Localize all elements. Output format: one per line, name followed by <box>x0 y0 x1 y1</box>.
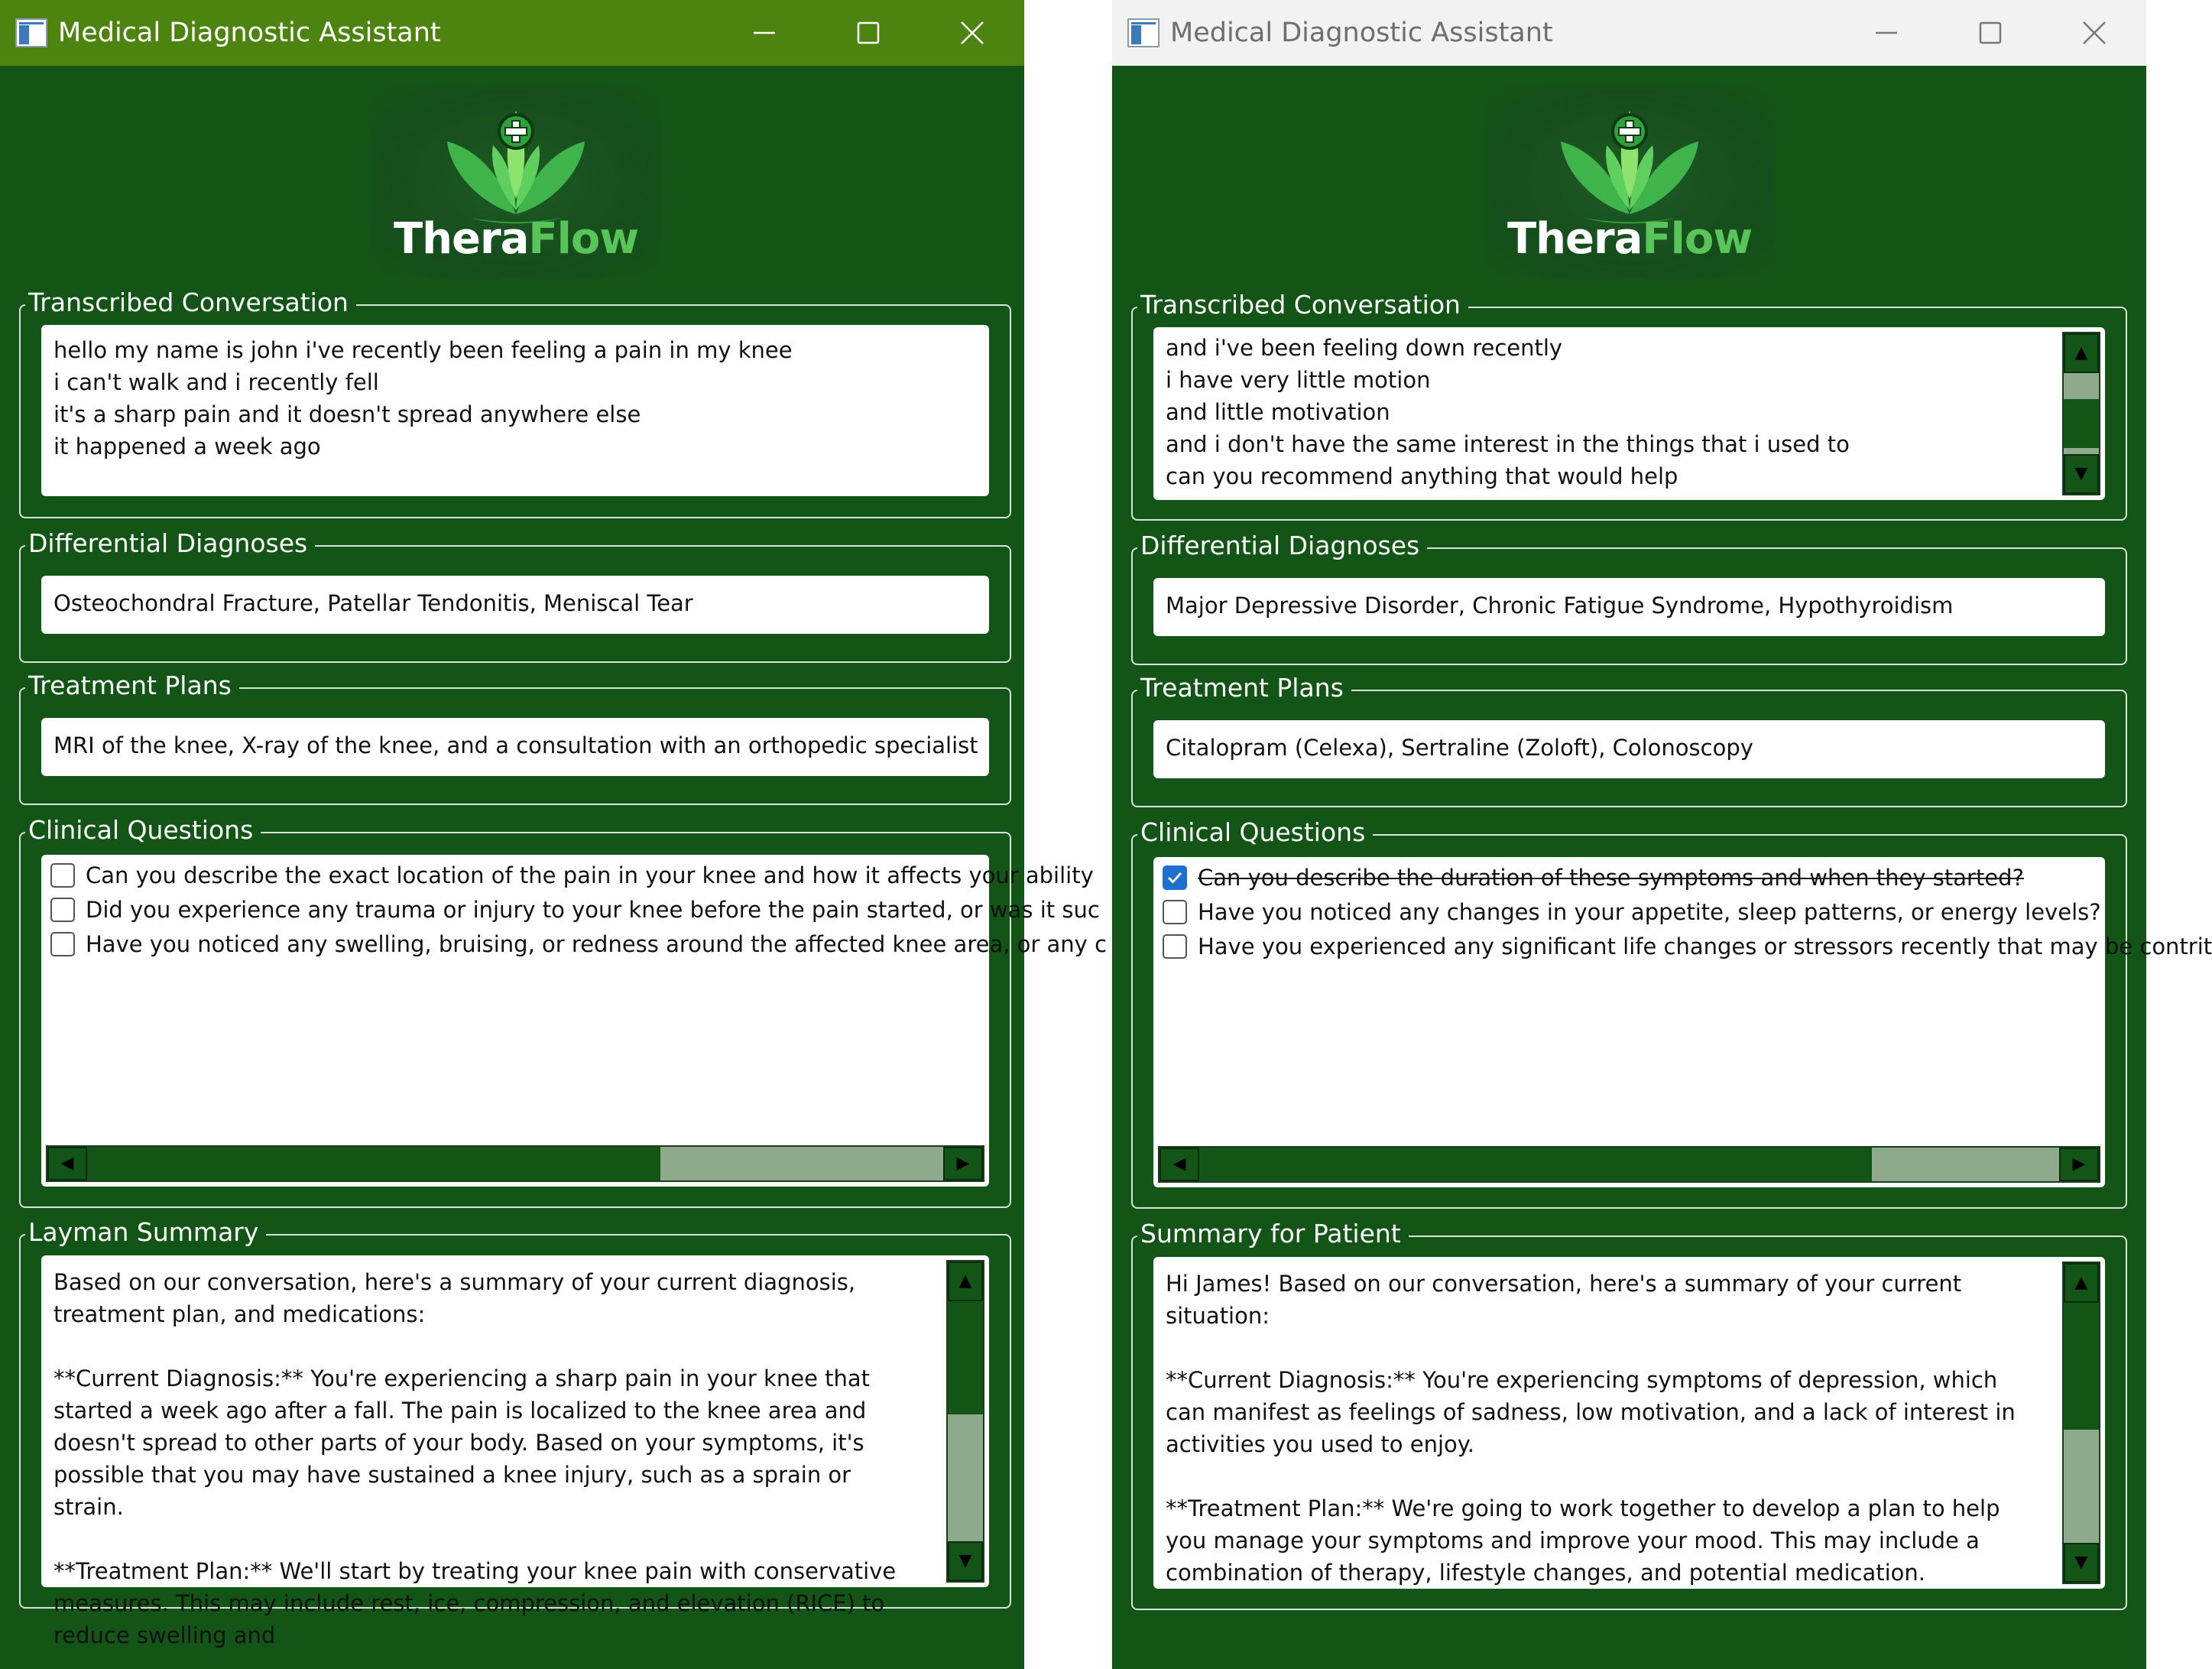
scroll-up-icon: ▲ <box>2074 1273 2088 1292</box>
question-text: Have you noticed any swelling, bruising, or redness around the affected knee area, or any c <box>86 930 1108 957</box>
summary-text: Based on our conversation, here's a summary of your current diagnosis, treatment plan, and medications: **Current Diagnosis:** You're experiencing a sharp pain in your knee that started a week ago after a fall. The pain is localized to the knee area and doesn't spread to other parts of your body. Based on your symptoms, it's possible that you may have sustained a knee injury, such as a sprain or strain. **Treatment Plan:** We'll start by treating your knee pain with conservative measures. This may include rest, ice, compression, and elevation (RICE) to reduce swelling and <box>54 1269 897 1648</box>
question-checkbox[interactable] <box>1163 934 1187 959</box>
minimize-button[interactable] <box>1834 0 1938 66</box>
question-text: Did you experience any trauma or injury to your knee before the pain started, or was it suc <box>86 896 1100 923</box>
scroll-down-button[interactable] <box>2064 1543 2099 1583</box>
treatment-plans-legend: Treatment Plans <box>1137 671 1351 705</box>
scroll-left-icon: ◀ <box>60 1154 74 1173</box>
checkmark-icon <box>1164 867 1185 888</box>
minimize-button[interactable] <box>712 0 816 66</box>
right-app-window <box>1112 0 2212 1669</box>
vertical-scrollbar[interactable] <box>2062 332 2100 495</box>
minimize-icon <box>1873 20 1899 46</box>
close-button[interactable] <box>920 0 1024 66</box>
clinical-questions-group <box>19 815 1108 1208</box>
patient-summary-group <box>1131 1219 2127 1610</box>
scroll-up-button[interactable] <box>948 1261 983 1301</box>
title-bar[interactable] <box>1112 0 2146 66</box>
clinical-questions-legend: Clinical Questions <box>25 813 261 847</box>
minimize-icon <box>751 20 777 46</box>
window-title: Medical Diagnostic Assistant <box>1170 18 1553 48</box>
question-item[interactable] <box>1163 929 2212 963</box>
differential-diagnoses-group <box>1131 531 2127 665</box>
scroll-right-button[interactable] <box>2059 1148 2099 1181</box>
logo-word-thera: Thera <box>393 214 529 264</box>
scrollbar-thumb[interactable] <box>2064 399 2099 448</box>
summary-textbox[interactable] <box>1153 1257 2105 1589</box>
scroll-down-button[interactable] <box>948 1541 983 1581</box>
scroll-right-icon: ▶ <box>956 1154 970 1173</box>
scroll-down-icon: ▼ <box>2074 464 2088 483</box>
scrollbar-thumb[interactable] <box>2064 1303 2099 1430</box>
summary-textbox[interactable] <box>41 1255 989 1648</box>
patient-summary-legend: Summary for Patient <box>1137 1217 1409 1251</box>
differential-diagnoses-legend: Differential Diagnoses <box>25 527 315 560</box>
layman-summary-group <box>19 1217 1011 1648</box>
clinical-questions-legend: Clinical Questions <box>1137 816 1373 849</box>
theraflow-logo <box>371 84 661 279</box>
leaf-cross-logo-icon <box>371 84 661 222</box>
close-icon <box>2081 20 2107 46</box>
transcript-line: it happened a week ago <box>54 433 321 459</box>
transcript-line: i can't walk and i recently fell <box>54 369 379 395</box>
transcript-line: and i don't have the same interest in the things that i used to <box>1166 431 1850 457</box>
maximize-button[interactable] <box>816 0 920 66</box>
horizontal-scrollbar[interactable] <box>1158 1146 2100 1183</box>
differential-diagnoses-value: Osteochondral Fracture, Patellar Tendonitis, Meniscal Tear <box>54 590 693 616</box>
treatment-plans-value: Citalopram (Celexa), Sertraline (Zoloft), Colonoscopy <box>1166 735 1753 761</box>
title-bar[interactable] <box>0 0 1024 66</box>
close-icon <box>959 20 985 46</box>
treatment-plans-field[interactable] <box>1153 720 2105 778</box>
scrollbar-thumb[interactable] <box>87 1147 660 1180</box>
transcript-line: and little motivation <box>1166 399 1390 425</box>
treatment-plans-group <box>1131 673 2127 807</box>
treatment-plans-group <box>19 671 1011 805</box>
horizontal-scrollbar[interactable] <box>46 1145 984 1182</box>
transcribed-conversation-legend: Transcribed Conversation <box>1137 288 1468 322</box>
treatment-plans-legend: Treatment Plans <box>25 669 239 703</box>
question-checkbox[interactable] <box>50 932 75 956</box>
question-item[interactable] <box>1163 860 2096 895</box>
question-checkbox[interactable] <box>50 863 75 888</box>
treatment-plans-field[interactable] <box>41 718 989 776</box>
app-icon <box>15 18 47 47</box>
summary-text: Hi James! Based on our conversation, here's a summary of your current situation: **Current Diagnosis:** You're experiencing symptoms of depression, which can manifest as feelings of sadness, low motivation, and a lack of interest in activities you used to enjoy. **Treatment Plan:** We're going to work together to develop a plan to help you manage your symptoms and improve your mood. This may include a combination of therapy, lifestyle changes, and potential medication. <box>1166 1271 2016 1586</box>
leaf-cross-logo-icon <box>1484 84 1775 222</box>
scrollbar-thumb[interactable] <box>1199 1148 1872 1181</box>
question-item[interactable] <box>50 892 1100 927</box>
clinical-questions-list[interactable] <box>1153 857 2212 1187</box>
maximize-icon <box>1977 20 2003 46</box>
maximize-button[interactable] <box>1938 0 2042 66</box>
vertical-scrollbar[interactable] <box>2062 1261 2100 1584</box>
logo-word-flow: Flow <box>528 214 639 264</box>
scroll-up-icon: ▲ <box>958 1271 972 1291</box>
scroll-up-icon: ▲ <box>2074 343 2088 362</box>
maximize-icon <box>855 20 881 46</box>
scroll-left-button[interactable] <box>1160 1148 1199 1181</box>
question-item[interactable] <box>50 927 1108 961</box>
differential-diagnoses-legend: Differential Diagnoses <box>1137 529 1427 563</box>
scroll-right-button[interactable] <box>943 1147 983 1180</box>
differential-diagnoses-value: Major Depressive Disorder, Chronic Fatigue Syndrome, Hypothyroidism <box>1166 593 1954 619</box>
question-text: Can you describe the exact location of the pain in your knee and how it affects your ability <box>86 862 1094 888</box>
question-checkbox[interactable] <box>1163 865 1187 890</box>
scroll-right-icon: ▶ <box>2072 1154 2086 1174</box>
scroll-down-icon: ▼ <box>2074 1553 2088 1572</box>
logo-word-thera: Thera <box>1507 214 1643 264</box>
clinical-questions-group <box>1131 817 2212 1209</box>
scroll-left-icon: ◀ <box>1172 1154 1186 1174</box>
scroll-up-button[interactable] <box>2064 333 2099 373</box>
theraflow-logo <box>1484 84 1775 279</box>
layman-summary-legend: Layman Summary <box>25 1216 266 1249</box>
question-checkbox[interactable] <box>1163 900 1187 924</box>
scroll-down-icon: ▼ <box>958 1551 972 1570</box>
question-checkbox[interactable] <box>50 898 75 922</box>
transcribed-conversation-group <box>19 287 1011 518</box>
transcript-textbox[interactable] <box>1153 327 2105 500</box>
vertical-scrollbar[interactable] <box>946 1260 984 1583</box>
transcript-line: i have very little motion <box>1166 367 1431 393</box>
question-text: Have you noticed any changes in your appetite, sleep patterns, or energy levels? <box>1198 898 2101 925</box>
question-item[interactable] <box>50 858 1094 892</box>
question-text: Can you describe the duration of these symptoms and when they started? <box>1198 864 2024 891</box>
logo-word-flow: Flow <box>1642 214 1753 264</box>
scroll-left-button[interactable] <box>47 1147 87 1180</box>
question-text: Have you experienced any significant life changes or stressors recently that may be contrit <box>1198 933 2212 960</box>
question-item[interactable] <box>1163 895 2101 929</box>
scroll-up-button[interactable] <box>2064 1263 2099 1303</box>
transcript-line: and i've been feeling down recently <box>1166 335 1563 361</box>
scroll-down-button[interactable] <box>2064 454 2099 494</box>
differential-diagnoses-group <box>19 528 1011 663</box>
treatment-plans-value: MRI of the knee, X-ray of the knee, and a consultation with an orthopedic specialist <box>54 732 978 758</box>
transcript-textbox[interactable] <box>41 325 989 496</box>
transcribed-conversation-legend: Transcribed Conversation <box>25 286 356 320</box>
transcript-line: it's a sharp pain and it doesn't spread anywhere else <box>54 401 641 427</box>
transcript-line: hello my name is john i've recently been feeling a pain in my knee <box>54 337 793 363</box>
window-title: Medical Diagnostic Assistant <box>58 18 441 48</box>
clinical-questions-list[interactable] <box>41 855 1108 1187</box>
differential-diagnoses-field[interactable] <box>1153 578 2105 636</box>
differential-diagnoses-field[interactable] <box>41 576 989 634</box>
app-icon <box>1127 18 1160 47</box>
close-button[interactable] <box>2042 0 2146 66</box>
transcribed-conversation-group <box>1131 290 2127 521</box>
scrollbar-thumb[interactable] <box>948 1301 983 1414</box>
transcript-line: can you recommend anything that would help <box>1166 463 1678 489</box>
